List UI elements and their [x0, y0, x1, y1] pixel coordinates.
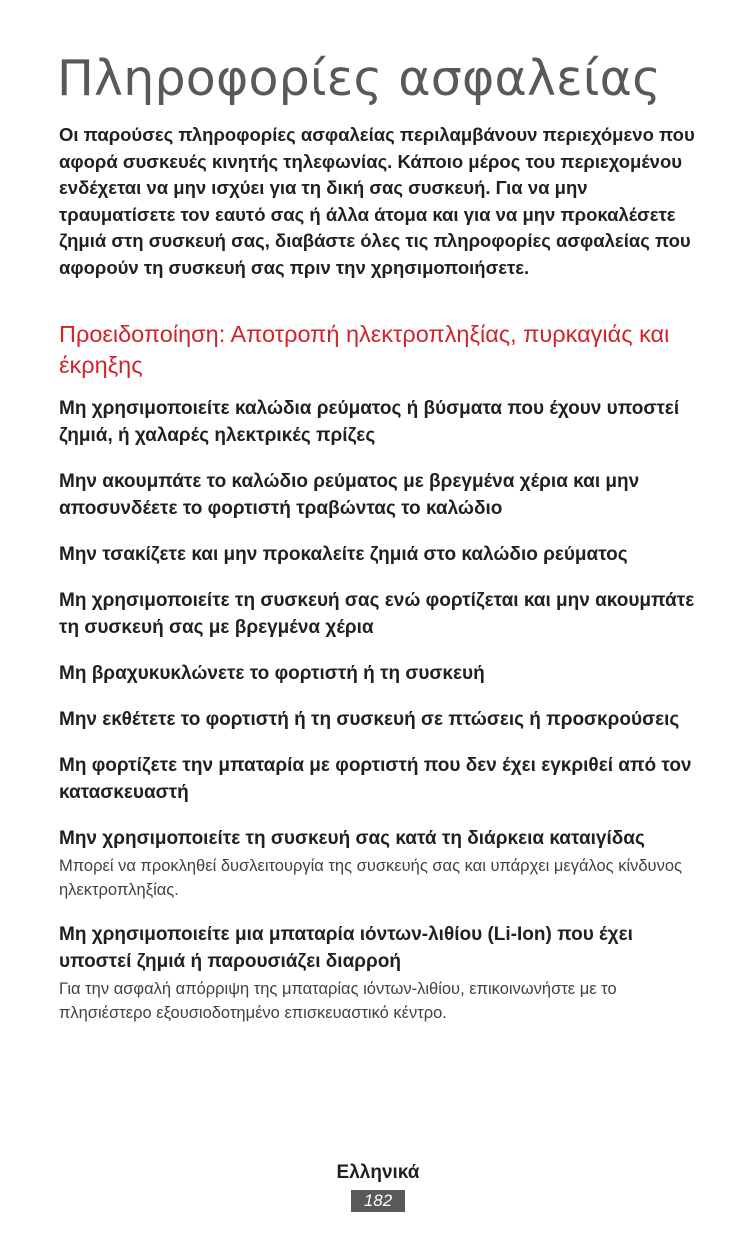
warning-item-title: Μη χρησιμοποιείτε μια μπαταρία ιόντων-λιθίου (Li-Ion) που έχει υποστεί ζημιά ή παρουσιάζει διαρροή	[59, 924, 633, 972]
warning-item	[59, 706, 699, 733]
document-page	[59, 46, 699, 1044]
warning-item-title: Μη χρησιμοποιείτε καλώδια ρεύματος ή βύσματα που έχουν υποστεί ζημιά, ή χαλαρές ηλεκτρικές πρίζες	[59, 398, 680, 446]
warning-item-description: Μπορεί να προκληθεί δυσλειτουργία της συσκευής σας και υπάρχει μεγάλος κίνδυνος ηλεκτροπληξίας.	[59, 857, 682, 899]
warning-item	[59, 825, 699, 902]
warning-item	[59, 752, 699, 806]
warning-item	[59, 468, 699, 522]
warning-item	[59, 541, 699, 568]
warning-list	[59, 395, 699, 1025]
page-footer	[0, 1160, 756, 1212]
warning-item	[59, 921, 699, 1025]
warning-item	[59, 395, 699, 449]
page-title: Πληροφορίες ασφαλείας	[57, 50, 662, 107]
warning-item-title: Μην ακουμπάτε το καλώδιο ρεύματος με βρεγμένα χέρια και μην αποσυνδέετε το φορτιστή τραβώντας το καλώδιο	[59, 471, 640, 519]
footer-language: Ελληνικά	[336, 1162, 420, 1183]
warning-heading: Προειδοποίηση: Αποτροπή ηλεκτροπληξίας, πυρκαγιάς και έκρηξης	[59, 321, 670, 378]
warning-item-title: Μη φορτίζετε την μπαταρία με φορτιστή που δεν έχει εγκριθεί από τον κατασκευαστή	[59, 755, 692, 803]
warning-item	[59, 587, 699, 641]
intro-paragraph: Οι παρούσες πληροφορίες ασφαλείας περιλαμβάνουν περιεχόμενο που αφορά συσκευές κινητής τηλεφωνίας. Κάποιο μέρος του περιεχομένου ενδέχεται να μην ισχύει για τη δική σας συσκευή. Για να μην τραυματίσετε τον εαυτό σας ή άλλα άτομα και για να μην προκαλέσετε ζημιά στη συσκευή σας, διαβάστε όλες τις πληροφορίες ασφαλείας που αφορούν τη συσκευή σας πριν την χρησιμοποιήσετε.	[59, 124, 695, 278]
warning-item-title: Μη βραχυκυκλώνετε το φορτιστή ή τη συσκευή	[59, 663, 485, 684]
warning-item-title: Μη χρησιμοποιείτε τη συσκευή σας ενώ φορτίζεται και μην ακουμπάτε τη συσκευή σας με βρεγμένα χέρια	[59, 590, 695, 638]
page-number-badge: 182	[351, 1190, 405, 1212]
warning-item	[59, 660, 699, 687]
warning-item-title: Μην εκθέτετε το φορτιστή ή τη συσκευή σε πτώσεις ή προσκρούσεις	[59, 709, 680, 730]
warning-item-title: Μην τσακίζετε και μην προκαλείτε ζημιά στο καλώδιο ρεύματος	[59, 544, 628, 565]
warning-item-description: Για την ασφαλή απόρριψη της μπαταρίας ιόντων-λιθίου, επικοινωνήστε με το πλησιέστερο εξουσιοδοτημένο επισκευαστικό κέντρο.	[59, 980, 617, 1022]
warning-item-title: Μην χρησιμοποιείτε τη συσκευή σας κατά τη διάρκεια καταιγίδας	[59, 828, 645, 849]
